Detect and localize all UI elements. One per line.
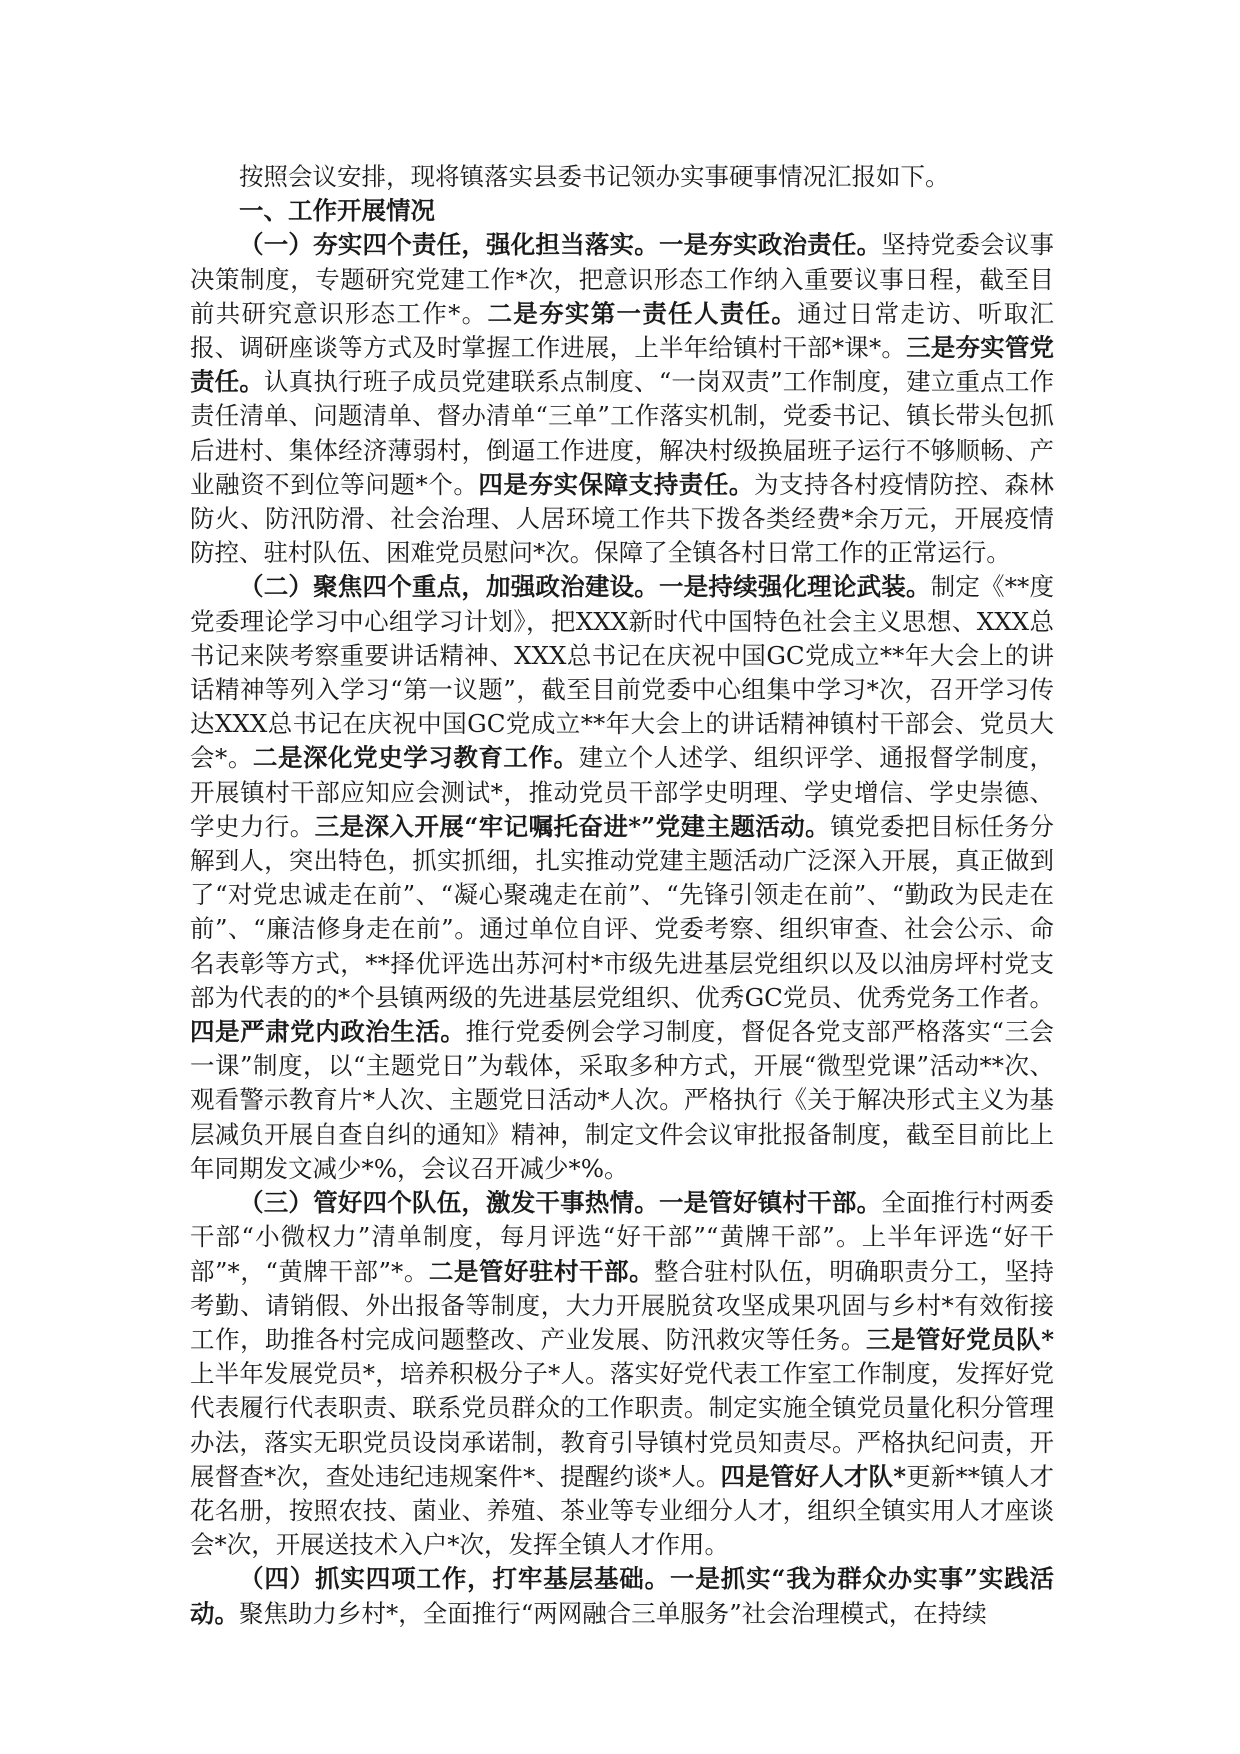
paragraph-grassroots (190, 1562, 1054, 1630)
point-heading: 三是深入开展“牢记嘱托奋进*”党建主题活动。 (314, 811, 831, 841)
point-heading: 三是管好党员队* (865, 1324, 1055, 1354)
point-heading: 四是严肃党内政治生活。 (190, 1017, 466, 1047)
point-text: 上半年发展党员*，培养积极分子*人。落实好党代表工作室工作制度，发挥好党代表履行代表职责、联系党员群众的工作职责。制定实施全镇党员量化积分管理办法，落实无职党员设岗承诺制，教育引导镇村党员知责尽。严格执纪问责，开展督查*次，查处违纪违规案件*、提醒约谈*人。 (190, 1359, 1054, 1491)
document-page (190, 160, 1054, 1631)
point-heading: 一是管好镇村干部。 (658, 1188, 882, 1218)
point-text: 推行党委例会学习制度，督促各党支部严格落实“三会一课”制度，以“主题党日”为载体，采取多种方式，开展“微型党课”活动**次、观看警示教育片*人次、主题党日活动*人次。严格执行《关于解决形式主义为基层减负开展自查自纠的通知》精神，制定文件会议审批报备制度，截至目前比上年同期发文减少*%，会议召开减少*%。 (190, 1017, 1055, 1183)
intro-paragraph: 按照会议安排，现将镇落实县委书记领办实事硬事情况汇报如下。 (239, 162, 950, 191)
point-text: 制定《**度党委理论学习中心组学习计划》，把XXX新时代中国特色社会主义思想、XXX总书记来陕考察重要讲话精神、XXX总书记在庆祝中国GC党成立**年大会上的讲话精神等列入学习“第一议题”，截至目前党委中心组集中学习*次，召开学习传达XXX总书记在庆祝中国GC党成立**年大会上的讲话精神镇村干部会、党员大会*。 (190, 572, 1054, 773)
point-heading: 四是管好人才队* (720, 1461, 907, 1491)
point-text: 认真执行班子成员党建联系点制度、“一岗双责”工作制度，建立重点工作责任清单、问题清单、督办清单“三单”工作落实机制，党委书记、镇长带头包抓后进村、集体经济薄弱村，倒逼工作进度，解决村级换届班子运行不够顺畅、产业融资不到位等问题*个。 (190, 367, 1054, 499)
paragraph-lead: （一）夯实四个责任，强化担当落实。 (239, 230, 659, 260)
point-heading: 二是夯实第一责任人责任。 (487, 298, 798, 328)
paragraph-lead: （四）抓实四项工作，打牢基层基础。 (239, 1564, 671, 1594)
point-text: 全面推行村两委干部“小微权力”清单制度，每月评选“好干部”“黄牌干部”。上半年评选“好干部”*，“黄牌干部”*。 (190, 1188, 1054, 1286)
point-text: 更新**镇人才花名册，按照农技、菌业、养殖、茶业等专业细分人才，组织全镇实用人才座谈会*次，开展送技术入户*次，发挥全镇人才作用。 (190, 1461, 1055, 1560)
paragraph-lead: （二）聚焦四个重点，加强政治建设。 (239, 572, 659, 602)
paragraph-teams (190, 1186, 1054, 1562)
point-text: 聚焦助力乡村*，全面推行“两网融合三单服务”社会治理模式，在持续 (239, 1598, 987, 1628)
point-heading: 一是夯实政治责任。 (658, 230, 882, 260)
point-text: 坚持党委会议事决策制度，专题研究党建工作*次，把意识形态工作纳入重要议事日程，截至目前共研究意识形态工作*。 (190, 230, 1054, 328)
point-text: 镇党委把目标任务分解到人，突出特色，抓实抓细，扎实推动党建主题活动广泛深入开展，真正做到了“对党忠诚走在前”、“凝心聚魂走在前”、“先锋引领走在前”、“勤政为民走在前”、“廉洁修身走在前”。通过单位自评、党委考察、组织审查、社会公示、命名表彰等方式，**择优评选出苏河村*市级先进基层党组织以及以油房坪村党支部为代表的的*个县镇两级的先进基层党组织、优秀GC党员、优秀党务工作者。 (190, 811, 1055, 1012)
section-heading: 一、工作开展情况 (239, 196, 435, 226)
paragraph-responsibilities (190, 228, 1054, 570)
point-heading: 一是抓实“我为群众办实事”实践活动。 (190, 1564, 1055, 1628)
point-heading: 四是夯实保障支持责任。 (478, 469, 754, 499)
point-text: 建立个人述学、组织评学、通报督学制度，开展镇村干部应知应会测试*，推动党员干部学史明理、学史增信、学史崇德、学史力行。 (190, 743, 1055, 841)
point-heading: 三是夯实管党责任。 (190, 333, 1055, 397)
point-text: 为支持各村疫情防控、森林防火、防汛防滑、社会治理、人居环境工作共下拨各类经费*余万元，开展疫情防控、驻村队伍、困难党员慰问*次。保障了全镇各村日常工作的正常运行。 (190, 469, 1055, 568)
point-text: 通过日常走访、听取汇报、调研座谈等方式及时掌握工作进展，上半年给镇村干部*课*。 (190, 298, 1055, 363)
point-text: 整合驻村队伍，明确职责分工，坚持考勤、请销假、外出报备等制度，大力开展脱贫攻坚成果巩固与乡村*有效衔接工作，助推各村完成问题整改、产业发展、防汛救灾等任务。 (190, 1256, 1055, 1354)
paragraph-political-building (190, 570, 1054, 1186)
point-heading: 二是深化党史学习教育工作。 (252, 743, 579, 773)
paragraph-lead: （三）管好四个队伍，激发干事热情。 (239, 1188, 659, 1218)
point-heading: 一是持续强化理论武装。 (658, 572, 931, 602)
point-heading: 二是管好驻村干部。 (428, 1256, 655, 1286)
